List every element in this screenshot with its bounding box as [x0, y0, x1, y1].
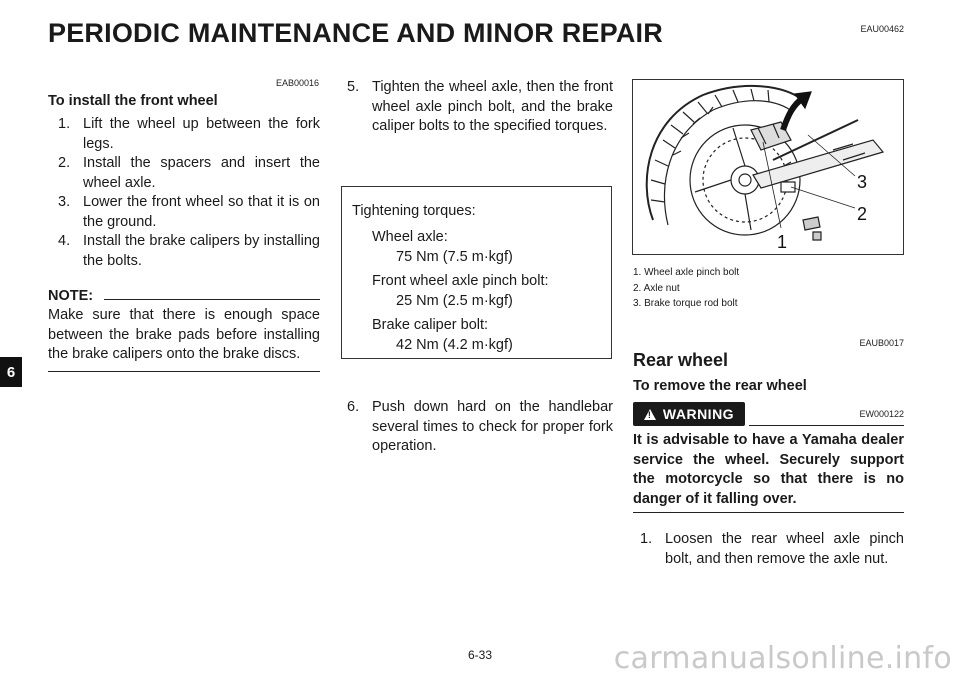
note-rule — [104, 299, 320, 300]
list-item: 1. Loosen the rear wheel axle pinch bolt, and then remove the axle nut. — [640, 531, 904, 567]
warning-end-rule — [633, 512, 904, 513]
callout-1: 1 — [777, 232, 788, 252]
torque-label: Front wheel axle pinch bolt: — [372, 272, 549, 289]
watermark: carmanualsonline.info — [613, 641, 952, 676]
front-wheel-heading: To install the front wheel — [48, 93, 218, 109]
caption: 1. Wheel axle pinch bolt — [633, 267, 740, 278]
note-end-rule — [48, 371, 320, 372]
check-fork-step — [347, 398, 613, 457]
torque-specs-box — [341, 186, 612, 359]
torque-label: Brake caliper bolt: — [372, 316, 489, 333]
list-item: 2. Install the spacers and insert the wheel axle. — [58, 155, 320, 191]
warning-label: WARNING — [662, 406, 735, 422]
figure-captions — [633, 265, 739, 312]
list-item: 5. Tighten the wheel axle, then the front wheel axle pinch bolt, and the brake caliper bolts to the specified torques. — [347, 79, 613, 134]
torque-value: 42 Nm (4.2 m·kgf) — [396, 337, 513, 353]
page-number: 6-33 — [467, 648, 493, 662]
note-text: Make sure that there is enough space between the brake pads before installing the brake calipers onto the brake discs. — [48, 307, 320, 362]
torque-value: 75 Nm (7.5 m·kgf) — [396, 249, 513, 265]
warning-triangle-icon — [644, 409, 656, 420]
chapter-tab: 6 — [0, 357, 22, 387]
callout-3: 3 — [857, 172, 868, 192]
torque-title: Tightening torques: — [352, 203, 476, 219]
page-title: PERIODIC MAINTENANCE AND MINOR REPAIR — [48, 18, 663, 48]
tighten-step — [347, 78, 613, 137]
section-code-rear-wheel: EAUB0017 — [859, 338, 904, 348]
list-item: 1. Lift the wheel up between the fork legs. — [58, 116, 320, 152]
header-code: EAU00462 — [860, 24, 904, 34]
rear-wheel-subheading: To remove the rear wheel — [633, 378, 807, 394]
rear-wheel-figure — [632, 79, 904, 255]
warning-code: EW000122 — [859, 409, 904, 419]
warning-text: It is advisable to have a Yamaha dealer service the wheel. Securely support the motorcycle so that there is no danger of it falling over. — [633, 432, 904, 507]
note-label: NOTE: — [48, 288, 94, 304]
list-item: 3. Lower the front wheel so that it is on the ground. — [58, 194, 320, 230]
caption: 2. Axle nut — [633, 282, 680, 294]
torque-value: 25 Nm (2.5 m·kgf) — [396, 293, 513, 309]
list-item: 6. Push down hard on the handlebar several times to check for proper fork operation. — [347, 399, 613, 454]
callout-2: 2 — [857, 204, 868, 224]
caption: 3. Brake torque rod bolt — [633, 298, 738, 309]
rear-wheel-heading: Rear wheel — [633, 350, 729, 370]
warning-badge — [633, 402, 745, 426]
warning-rule — [749, 425, 904, 426]
list-item: 4. Install the brake calipers by installing the bolts. — [58, 233, 320, 269]
front-wheel-steps — [58, 115, 320, 271]
torque-label: Wheel axle: — [372, 228, 448, 245]
rear-wheel-steps — [640, 530, 904, 569]
rear-wheel-illustration — [633, 80, 904, 255]
section-code-front-wheel: EAB00016 — [275, 78, 319, 88]
